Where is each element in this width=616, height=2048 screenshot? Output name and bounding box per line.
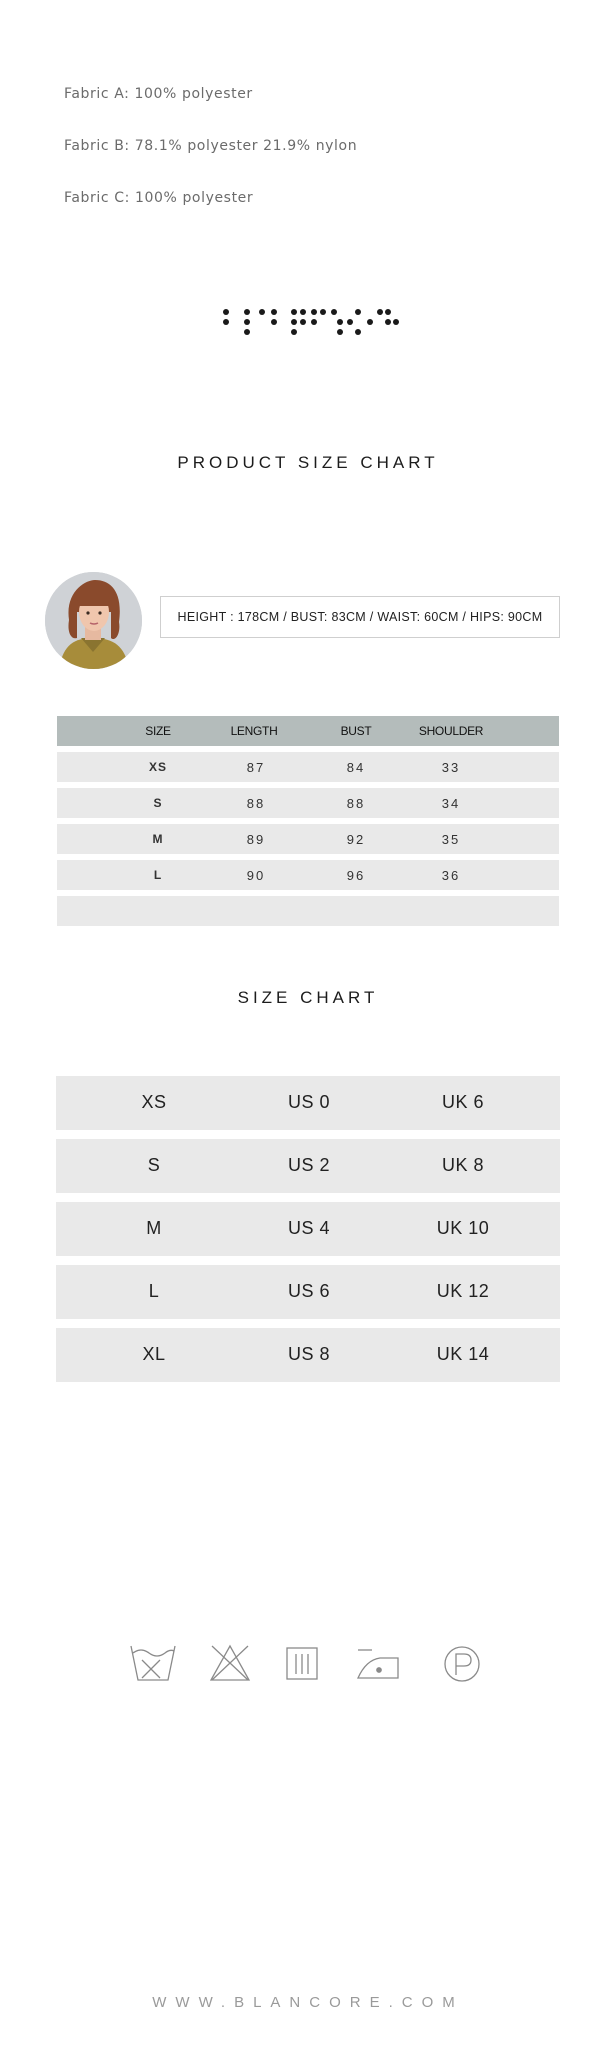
size-conversion-table — [56, 1076, 560, 1391]
cell-length: 90 — [246, 868, 266, 883]
table-row — [56, 1139, 560, 1193]
cell-us-size: US 6 — [287, 1281, 331, 1301]
care-icons — [0, 1636, 616, 1692]
cell-shoulder: 36 — [441, 868, 461, 883]
iron-low-heat-icon — [358, 1650, 398, 1678]
dry-clean-p-icon — [445, 1647, 479, 1681]
cell-size: M — [146, 1218, 162, 1238]
cell-size: XL — [142, 1344, 166, 1364]
cell-bust: 92 — [346, 832, 366, 847]
cell-bust: 96 — [346, 868, 366, 883]
table-row — [57, 752, 559, 782]
header-size: SIZE — [145, 724, 171, 738]
product-size-chart-title: PRODUCT SIZE CHART — [177, 453, 439, 472]
table-row-empty — [57, 896, 559, 926]
line-dry-icon — [287, 1648, 317, 1679]
cell-length: 87 — [246, 760, 266, 775]
header-length: LENGTH — [230, 724, 278, 738]
cell-uk-size: UK 6 — [441, 1092, 485, 1112]
header-shoulder: SHOULDER — [418, 724, 484, 738]
cell-shoulder: 33 — [441, 760, 461, 775]
table-header-row — [57, 716, 559, 746]
cell-size: L — [153, 868, 163, 882]
cell-bust: 88 — [346, 796, 366, 811]
cell-uk-size: UK 14 — [436, 1344, 490, 1364]
cell-size: S — [153, 796, 163, 810]
table-row — [56, 1202, 560, 1256]
fabric-b: Fabric B: 78.1% polyester 21.9% nylon — [64, 138, 358, 154]
table-row — [57, 788, 559, 818]
table-row — [56, 1265, 560, 1319]
cell-size: M — [152, 832, 164, 846]
fabric-a: Fabric A: 100% polyester — [64, 86, 253, 102]
product-size-table — [57, 716, 559, 932]
cell-us-size: US 2 — [287, 1155, 331, 1175]
cell-bust: 84 — [346, 760, 366, 775]
cell-uk-size: UK 10 — [436, 1218, 490, 1238]
website-url[interactable]: WWW.BLANCORE.COM — [152, 1994, 464, 2011]
table-row — [57, 860, 559, 890]
cell-size: L — [148, 1281, 160, 1301]
model-measurements: HEIGHT : 178CM / BUST: 83CM / WAIST: 60CM / HIPS: 90CM — [160, 596, 560, 638]
do-not-bleach-icon — [211, 1646, 249, 1680]
hand-wash-icon — [131, 1646, 175, 1680]
cell-shoulder: 35 — [441, 832, 461, 847]
cell-size: S — [147, 1155, 161, 1175]
cell-size: XS — [148, 760, 168, 774]
table-row — [56, 1328, 560, 1382]
size-chart-title: SIZE CHART — [237, 988, 379, 1007]
header-bust: BUST — [340, 724, 372, 738]
cell-size: XS — [141, 1092, 167, 1112]
cell-us-size: US 4 — [287, 1218, 331, 1238]
cell-shoulder: 34 — [441, 796, 461, 811]
cell-length: 89 — [246, 832, 266, 847]
cell-length: 88 — [246, 796, 266, 811]
cell-uk-size: UK 12 — [436, 1281, 490, 1301]
table-row — [56, 1076, 560, 1130]
cell-uk-size: UK 8 — [441, 1155, 485, 1175]
fabric-c: Fabric C: 100% polyester — [64, 190, 254, 206]
table-row — [57, 824, 559, 854]
braille-logo-icon — [0, 300, 616, 340]
model-avatar — [45, 572, 142, 669]
cell-us-size: US 0 — [287, 1092, 331, 1112]
cell-us-size: US 8 — [287, 1344, 331, 1364]
